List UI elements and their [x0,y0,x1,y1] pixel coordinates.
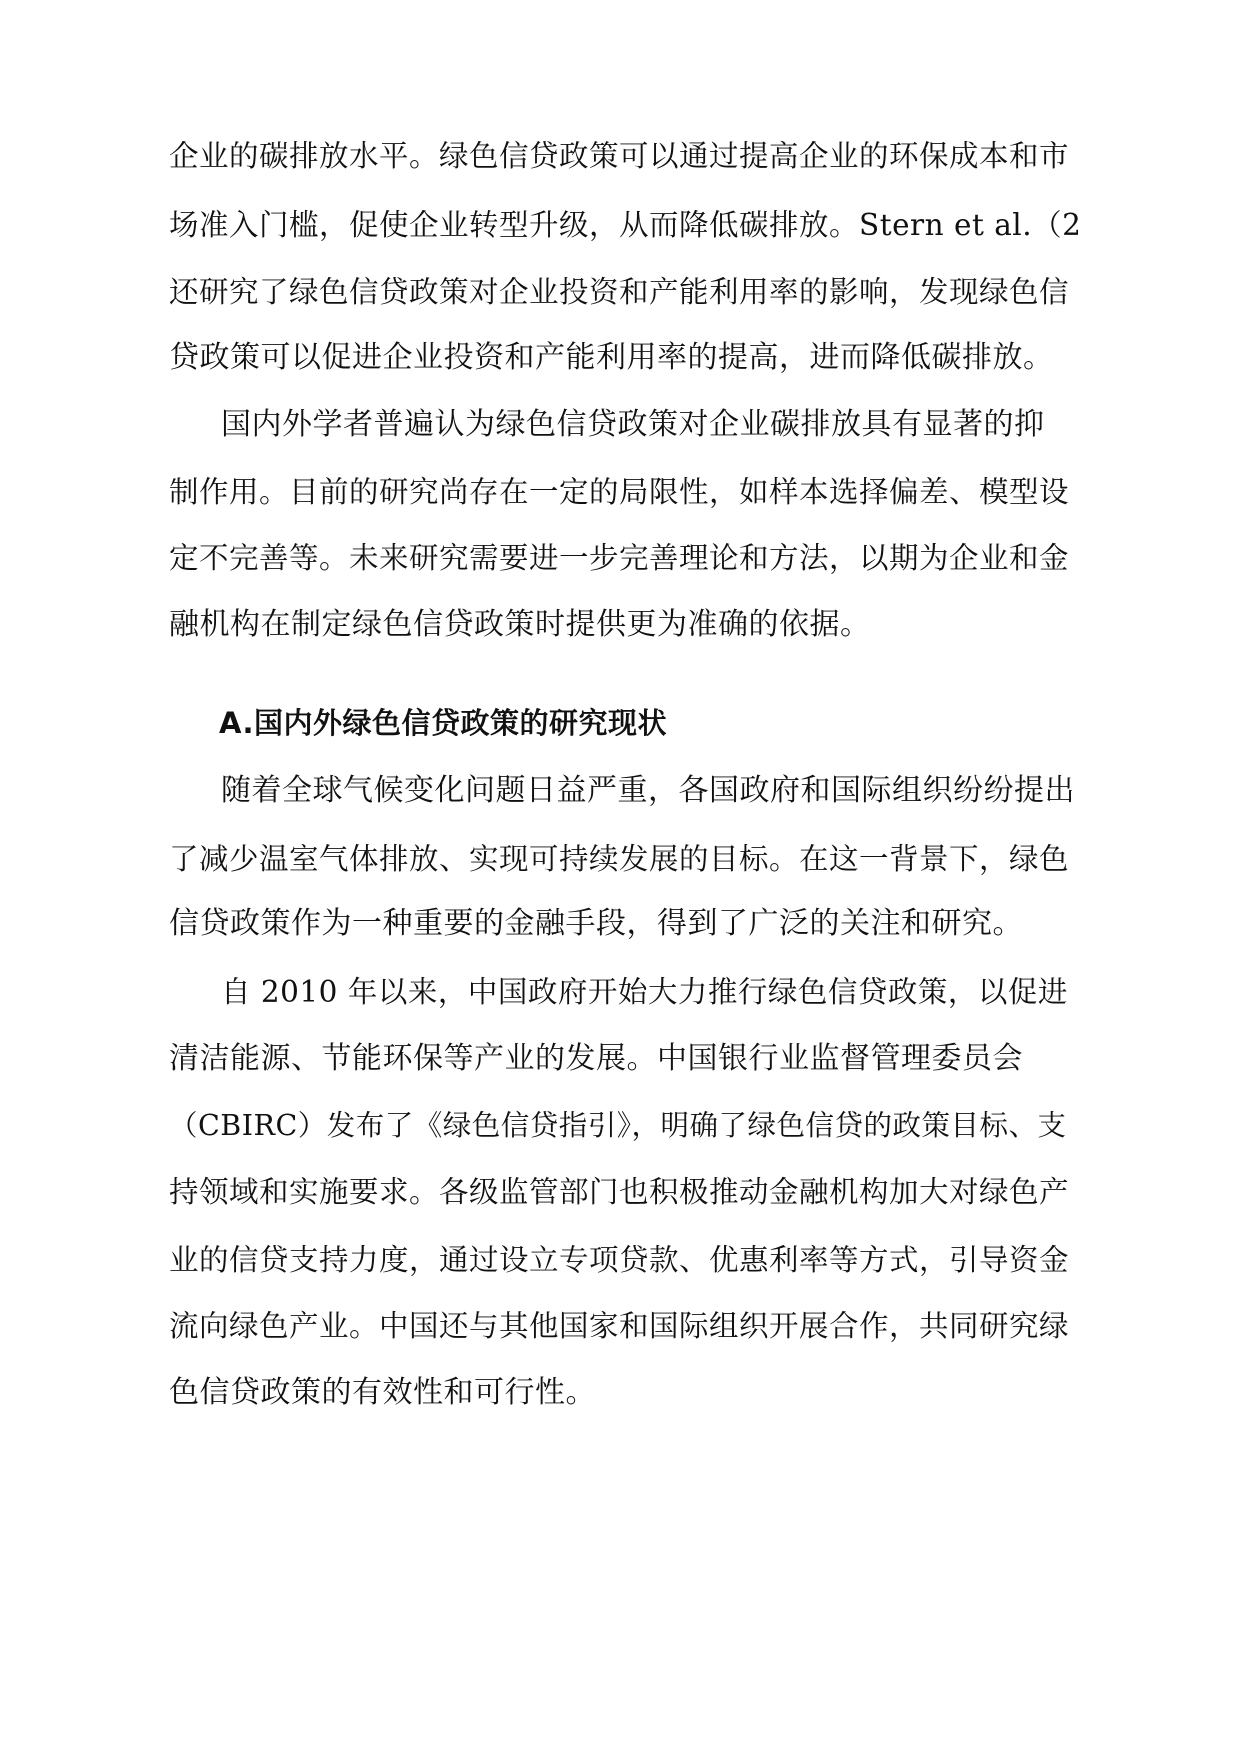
paragraph-1-line-4: 贷政策可以促进企业投资和产能利用率的提高，进而降低碳排放。 [169,340,1054,375]
paragraph-2-line-1: 国内外学者普遍认为绿色信贷政策对企业碳排放具有显著的抑 [221,407,1045,442]
paragraph-4-line-3: （CBIRC）发布了《绿色信贷指引》，明确了绿色信贷的政策目标、支 [169,1109,1067,1142]
paragraph-3-line-2: 了减少温室气体排放、实现可持续发展的目标。在这一背景下，绿色 [169,842,1070,876]
paragraph-4-line-5: 业的信贷支持力度，通过设立专项贷款、优惠利率等方式，引导资金 [169,1243,1070,1277]
paragraph-4-line-6: 流向绿色产业。中国还与其他国家和国际组织开展合作，共同研究绿 [169,1309,1070,1343]
paragraph-4-line-2: 清洁能源、节能环保等产业的发展。中国银行业监督管理委员会 [169,1041,1023,1076]
paragraph-4-line-1: 自 2010 年以来，中国政府开始大力推行绿色信贷政策，以促进 [221,975,1068,1009]
paragraph-3-line-3: 信贷政策作为一种重要的金融手段，得到了广泛的关注和研究。 [169,906,1023,941]
paragraph-2-line-4: 融机构在制定绿色信贷政策时提供更为准确的依据。 [169,607,871,642]
paragraph-1-line-2: 场准入门槛，促使企业转型升级，从而降低碳排放。Stern et al.（2 [169,208,1082,242]
paragraph-4-line-7: 色信贷政策的有效性和可行性。 [169,1375,596,1410]
paragraph-1-line-1: 企业的碳排放水平。绿色信贷政策可以通过提高企业的环保成本和市 [169,139,1070,173]
paragraph-2-line-3: 定不完善等。未来研究需要进一步完善理论和方法，以期为企业和金 [169,541,1070,575]
paragraph-4-line-4: 持领域和实施要求。各级监管部门也积极推动金融机构加大对绿色产 [169,1175,1070,1209]
paragraph-1-line-3: 还研究了绿色信贷政策对企业投资和产能利用率的影响，发现绿色信 [169,275,1070,309]
section-heading: A.国内外绿色信贷政策的研究现状 [219,706,667,740]
paragraph-3-line-1: 随着全球气候变化问题日益严重，各国政府和国际组织纷纷提出 [221,773,1075,808]
paragraph-2-line-2: 制作用。目前的研究尚存在一定的局限性，如样本选择偏差、模型设 [169,475,1070,509]
